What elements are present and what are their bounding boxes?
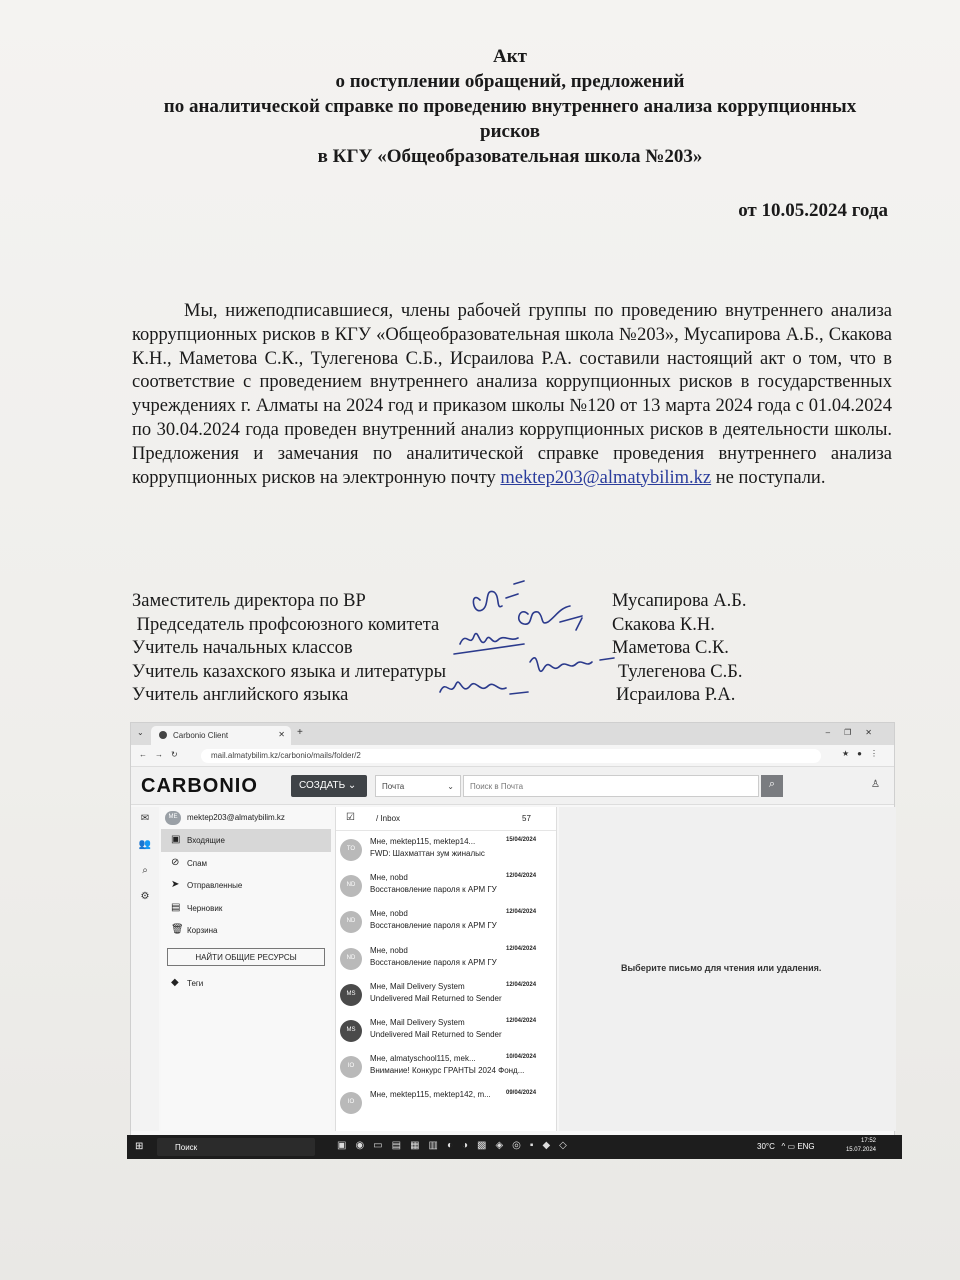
carbonio-tab-icon bbox=[159, 731, 167, 739]
system-tray: 30°C ^ ▭ ENG bbox=[757, 1142, 815, 1151]
language-indicator[interactable]: ENG bbox=[797, 1142, 815, 1151]
browser-tab[interactable] bbox=[151, 726, 291, 745]
avatar: MS bbox=[340, 1020, 362, 1042]
email-link[interactable]: mektep203@almatybilim.kz bbox=[500, 467, 712, 488]
trash-icon: 🗑 bbox=[171, 924, 184, 935]
browser-titlebar bbox=[131, 723, 894, 745]
document-date: от 10.05.2024 года bbox=[738, 200, 888, 221]
settings-icon[interactable]: ⚙ bbox=[140, 891, 150, 902]
list-item[interactable]: IO Мне, almatyschool115, mek... 10/04/2024 Внимание! Конкурс ГРАНТЫ 2024 Фонд... bbox=[336, 1048, 556, 1084]
close-icon[interactable]: ✕ bbox=[278, 730, 285, 739]
message-from: Мне, mektep115, mektep142, m... bbox=[370, 1090, 491, 1100]
handwritten-signatures bbox=[410, 570, 620, 720]
window-controls[interactable]: –❐✕ bbox=[825, 728, 886, 737]
star-icon[interactable]: ★●⋮ bbox=[841, 749, 886, 758]
list-item[interactable]: TO Мне, mektep115, mektep14... 15/04/2024 FWD: Шахматтан зум жиналыс bbox=[336, 831, 556, 867]
list-item[interactable]: ND Мне, nobd 12/04/2024 Восстановление пароля к АРМ ГУ bbox=[336, 940, 556, 976]
folder-drafts[interactable] bbox=[161, 897, 331, 920]
reading-pane-message: Выберите письмо для чтения или удаления. bbox=[621, 963, 822, 973]
signer-name: Мусапирова А.Б. bbox=[612, 591, 747, 611]
tags-item[interactable] bbox=[161, 972, 331, 995]
message-from: Мне, mektep115, mektep14... bbox=[370, 837, 476, 846]
avatar: ND bbox=[340, 875, 362, 897]
user-icon[interactable]: ♙ bbox=[871, 779, 880, 790]
signer-role: Учитель начальных классов bbox=[132, 638, 353, 658]
avatar: IO bbox=[340, 1092, 362, 1114]
message-from: Мне, almatyschool115, mek... bbox=[370, 1054, 476, 1064]
contacts-icon[interactable]: 👥 bbox=[138, 839, 152, 850]
taskbar-apps[interactable]: ▣◉▭▤▦▥◐◑▩◈◎▪◆◇ bbox=[337, 1140, 576, 1151]
signer-name: Тулегенова С.Б. bbox=[618, 661, 743, 682]
avatar: MЕ bbox=[165, 811, 181, 825]
avatar: MS bbox=[340, 984, 362, 1006]
folder-label: Корзина bbox=[187, 926, 218, 935]
title-line: по аналитической справке по проведению внутреннего анализа коррупционных bbox=[163, 96, 857, 117]
body-text-end: не поступали. bbox=[711, 467, 826, 488]
new-tab-icon[interactable]: + bbox=[297, 727, 303, 738]
message-subject: FWD: Шахматтан зум жиналыс bbox=[370, 849, 485, 858]
message-from: Мне, nobd bbox=[370, 909, 408, 919]
avatar: IO bbox=[340, 1056, 362, 1078]
signer-name: Скакова К.Н. bbox=[612, 614, 715, 635]
title-line: Акт bbox=[492, 46, 527, 67]
folder-trash[interactable] bbox=[161, 919, 331, 942]
message-subject: Восстановление пароля к АРМ ГУ bbox=[370, 957, 497, 967]
account-row[interactable] bbox=[161, 807, 331, 829]
clock-time: 17:52 bbox=[860, 1138, 876, 1144]
avatar: ND bbox=[340, 911, 362, 933]
create-label: СОЗДАТЬ bbox=[299, 780, 346, 791]
inbox-icon: ▣ bbox=[171, 834, 181, 845]
taskbar-search[interactable]: Поиск bbox=[157, 1138, 315, 1156]
windows-start-icon[interactable]: ⊞ bbox=[135, 1141, 144, 1152]
message-subject: Undelivered Mail Returned to Sender bbox=[370, 1029, 502, 1039]
app-rail bbox=[131, 807, 159, 1131]
tag-icon: ◆ bbox=[171, 976, 179, 988]
chevron-down-icon: ⌄ bbox=[447, 782, 454, 791]
search-icon[interactable]: ⌕ bbox=[142, 865, 148, 876]
signer-role: Председатель профсоюзного комитета bbox=[132, 614, 440, 635]
list-item[interactable]: ND Мне, nobd 12/04/2024 Восстановление пароля к АРМ ГУ bbox=[336, 903, 556, 939]
folder-sidebar bbox=[161, 807, 331, 1131]
avatar: ND bbox=[340, 948, 362, 970]
select-all-icon[interactable]: ☑ bbox=[346, 812, 355, 823]
message-subject: Внимание! Конкурс ГРАНТЫ 2024 Фонд... bbox=[370, 1066, 525, 1076]
clock-date: 15.07.2024 bbox=[845, 1147, 876, 1153]
create-button[interactable]: СОЗДАТЬ ⌄ bbox=[291, 775, 367, 797]
avatar: TO bbox=[340, 839, 362, 861]
message-from: Мне, Mail Delivery System bbox=[370, 981, 465, 991]
module-select-value: Почта bbox=[382, 782, 405, 791]
body-text: Мы, нижеподписавшиеся, члены рабочей группы по проведению внутреннего анализа коррупционных рисков в КГУ «Общеобразовательная школа №203», Мусапирова А.Б., Скакова К.Н., Маметова С.К., Тулегенова С.Б., Исраилова Р.А. составили настоящий акт о том, что в соответствие с проведением внутреннего анализа коррупционных рисков в государственных учреждениях г. Алматы на 2024 год и приказом школы №120 от 13 марта 2024 года с 01.04.2024 по 30.04.2024 года проведен внутренний анализ коррупционных рисков в деятельности школы. Предложения и замечания по аналитической справке проведения внутреннего анализа коррупционных рисков на электронную почту bbox=[132, 301, 892, 488]
draft-icon: ▤ bbox=[171, 901, 181, 913]
signer-name: Исраилова Р.А. bbox=[616, 685, 736, 705]
message-from: Мне, Mail Delivery System bbox=[370, 1017, 465, 1027]
spam-icon: ⊘ bbox=[171, 856, 180, 868]
address-bar bbox=[131, 745, 894, 767]
signer-role: Заместитель директора по ВР bbox=[132, 591, 366, 611]
folder-label: Входящие bbox=[187, 836, 225, 845]
document-title bbox=[100, 44, 920, 169]
message-list bbox=[335, 807, 557, 1131]
folder-label: Отправленные bbox=[187, 881, 243, 890]
title-line: о поступлении обращений, предложений bbox=[335, 71, 685, 92]
nav-buttons[interactable]: ←→↻ bbox=[139, 750, 186, 759]
list-item[interactable]: MS Мне, Mail Delivery System 12/04/2024 Undelivered Mail Returned to Sender bbox=[336, 1012, 556, 1048]
windows-taskbar bbox=[127, 1135, 902, 1159]
tab-title: Carbonio Client bbox=[173, 731, 229, 740]
list-item[interactable]: ND Мне, nobd 12/04/2024 Восстановление пароля к АРМ ГУ bbox=[336, 867, 556, 903]
signer-name: Маметова С.К. bbox=[612, 638, 729, 658]
signer-role: Учитель английского языка bbox=[132, 685, 349, 705]
list-item[interactable]: IO Мне, mektep115, mektep142, m... 09/04/2024 bbox=[336, 1084, 556, 1120]
account-email: mektep203@almatybilim.kz bbox=[187, 813, 285, 822]
carbonio-logo: CARBONIO bbox=[141, 775, 258, 797]
title-line: в КГУ «Общеобразовательная школа №203» bbox=[317, 146, 703, 167]
weather-text: 30°C bbox=[757, 1142, 775, 1151]
folder-label: Черновик bbox=[187, 903, 223, 913]
list-item[interactable]: MS Мне, Mail Delivery System 12/04/2024 Undelivered Mail Returned to Sender bbox=[336, 976, 556, 1012]
document-body bbox=[132, 300, 892, 490]
message-from: Мне, nobd bbox=[370, 873, 408, 883]
title-line: рисков bbox=[480, 121, 540, 142]
clock[interactable] bbox=[846, 1137, 876, 1155]
folder-sent[interactable] bbox=[161, 874, 331, 897]
signer-role: Учитель казахского языка и литературы bbox=[132, 661, 447, 682]
find-shared-button[interactable]: НАЙТИ ОБЩИЕ РЕСУРСЫ bbox=[167, 948, 325, 966]
search-icon[interactable]: ⌕ bbox=[761, 775, 783, 797]
app-header bbox=[131, 767, 894, 805]
module-select[interactable] bbox=[375, 775, 461, 797]
mail-icon[interactable]: ✉ bbox=[140, 813, 150, 824]
folder-spam[interactable] bbox=[161, 852, 331, 875]
message-subject: Восстановление пароля к АРМ ГУ bbox=[370, 885, 497, 895]
url-field[interactable]: mail.almatybilim.kz/carbonio/mails/folder/2 bbox=[201, 749, 821, 763]
reading-pane bbox=[559, 807, 896, 1131]
chevron-down-icon[interactable]: ⌄ bbox=[137, 728, 144, 737]
folder-inbox[interactable] bbox=[161, 829, 331, 852]
folder-label: Спам bbox=[187, 858, 208, 868]
email-client-screenshot bbox=[130, 722, 895, 1153]
message-subject: Восстановление пароля к АРМ ГУ bbox=[370, 921, 497, 931]
tags-label: Теги bbox=[187, 978, 204, 988]
send-icon: ➤ bbox=[171, 879, 180, 890]
search-input[interactable]: Поиск в Почта bbox=[463, 775, 759, 797]
message-from: Мне, nobd bbox=[370, 945, 408, 955]
message-subject: Undelivered Mail Returned to Sender bbox=[370, 993, 502, 1003]
message-count: 57 bbox=[522, 814, 531, 823]
list-header bbox=[336, 807, 556, 831]
list-title: / Inbox bbox=[376, 814, 401, 823]
